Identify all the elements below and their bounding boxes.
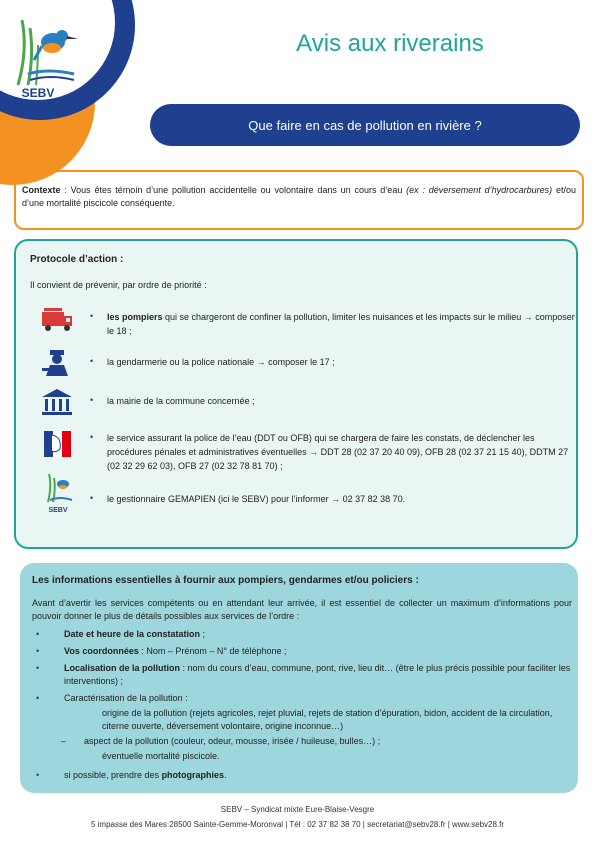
footer-contact: 5 impasse des Mares 28500 Sainte-Gemme-Moronval | Tél : 02 37 82 38 70 | secretariat@sebv28.fr | www.sebv28.fr: [90, 820, 505, 829]
bullet-dot: •: [36, 646, 40, 656]
info-title: Les informations essentielles à fournir aux pompiers, gendarmes et/ou policiers :: [32, 575, 419, 586]
fire-truck-icon: [40, 304, 74, 334]
context-text: : Vous êtes témoin d’une pollution accidentelle ou volontaire dans un cours d’eau: [60, 185, 407, 195]
bullet-dot: •: [36, 663, 40, 673]
protocol-item-water-police: [107, 431, 575, 473]
logo-text: SEBV: [21, 86, 55, 100]
info-bullet: [36, 662, 576, 688]
context-text-end: et/ou d’une mortalité piscicole conséquente.: [22, 185, 577, 208]
info-bullet-text: : nom du cours d’eau, commune, pont, rive, lieu dit… (être le plus précis possible pour faciliter les interventions) ;: [64, 663, 571, 686]
info-intro: Avant d’avertir les services compétents ou en attendant leur arrivée, il est essentiel de collecter un maximum d’informations pour pouvoir donner le plus de détails possibles aux services de l’ordre :: [32, 598, 572, 621]
sebv-logo-lettering: SEBV: [48, 507, 68, 514]
bullet-dot: •: [90, 432, 94, 442]
protocol-intro: Il convient de prévenir, par ordre de priorité :: [30, 280, 207, 290]
page-title: Avis aux riverains: [296, 30, 484, 57]
context-example: (ex : déversement d’hydrocarbures): [406, 185, 553, 195]
info-bullet-text: ;: [200, 629, 206, 639]
bullet-dot: •: [36, 770, 40, 780]
info-bullet-list: [36, 628, 576, 782]
item-text: la gendarmerie ou la police nationale → composer le 17 ;: [107, 357, 335, 367]
marianne-icon: [40, 429, 74, 459]
subtitle-banner: [150, 104, 580, 146]
protocol-item-townhall: [107, 394, 575, 408]
gendarme-icon: [40, 348, 74, 378]
info-bullet-strong: Date et heure de la constatation: [64, 629, 201, 639]
sebv-logo-icon: [42, 470, 74, 514]
context-label: Contexte: [22, 185, 61, 195]
footer-org: SEBV – Syndicat mixte Eure-Blaise-Vesgre: [220, 805, 375, 814]
kingfisher-logo-icon: [8, 10, 78, 88]
info-bullet-text: : Nom – Prénom – N° de téléphone ;: [138, 646, 287, 656]
info-bullet-end: .: [224, 770, 227, 780]
info-bullet-text: Caractérisation de la pollution :: [64, 693, 188, 703]
info-subline: [36, 750, 576, 763]
bullet-dot: •: [90, 493, 94, 503]
dash-marker: –: [60, 736, 66, 746]
bullet-dot: •: [90, 395, 94, 405]
bullet-dot: •: [36, 629, 40, 639]
protocol-item-police: [107, 355, 575, 369]
context-box: [14, 170, 584, 230]
info-bullet-strong: Localisation de la pollution: [64, 663, 181, 673]
info-subline-text: aspect de la pollution (couleur, odeur, mousse, irisée / huileuse, bulles…) ;: [84, 736, 381, 746]
item-text: la mairie de la commune concernée ;: [107, 396, 255, 406]
info-bullet: [36, 692, 576, 705]
info-bullet: [36, 645, 576, 658]
subtitle-text: Que faire en cas de pollution en rivière ?: [248, 117, 482, 133]
item-text: le service assurant la police de l’eau (DDT ou OFB) qui se chargera de faire les constats, de déclencher les procédures pénales et administratives éventuelles → DDT 28 (02 37 20 40 09), OFB 28 (02 37 21 15 40), DDTM 27 (02 32 29 62 03), OFB 27 (02 32 78 81 70) ;: [107, 433, 569, 471]
protocol-title: Protocole d’action :: [30, 254, 124, 265]
item-text: qui se chargeront de confiner la pollution, limiter les nuisances et les impacts sur le milieu → composer le 18 ;: [107, 312, 575, 336]
info-subline: [36, 707, 576, 733]
bullet-dot: •: [36, 693, 40, 703]
item-text: le gestionnaire GEMAPIEN (ici le SEBV) pour l’informer → 02 37 82 38 70.: [107, 494, 406, 504]
bullet-dot: •: [90, 356, 94, 366]
info-bullet: [36, 769, 576, 782]
info-subline: [36, 735, 576, 748]
info-subline-text: éventuelle mortalité piscicole.: [102, 751, 220, 761]
info-subline-text: origine de la pollution (rejets agricoles, rejet pluvial, rejets de station d’épuration, bidon, accident de la circulation, citerne ouverte, déversement volontaire, origine inconnue…): [102, 708, 553, 731]
info-bullet-text: si possible, prendre des: [64, 770, 162, 780]
protocol-item-gemapi: [107, 492, 575, 506]
info-bullet: [36, 628, 576, 641]
info-bullet-strong: Vos coordonnées: [64, 646, 139, 656]
bullet-dot: •: [90, 311, 94, 321]
town-hall-icon: [40, 387, 74, 417]
protocol-item-firefighters: [107, 310, 575, 338]
info-bullet-strong: photographies: [161, 770, 225, 780]
item-strong: les pompiers: [107, 312, 163, 322]
